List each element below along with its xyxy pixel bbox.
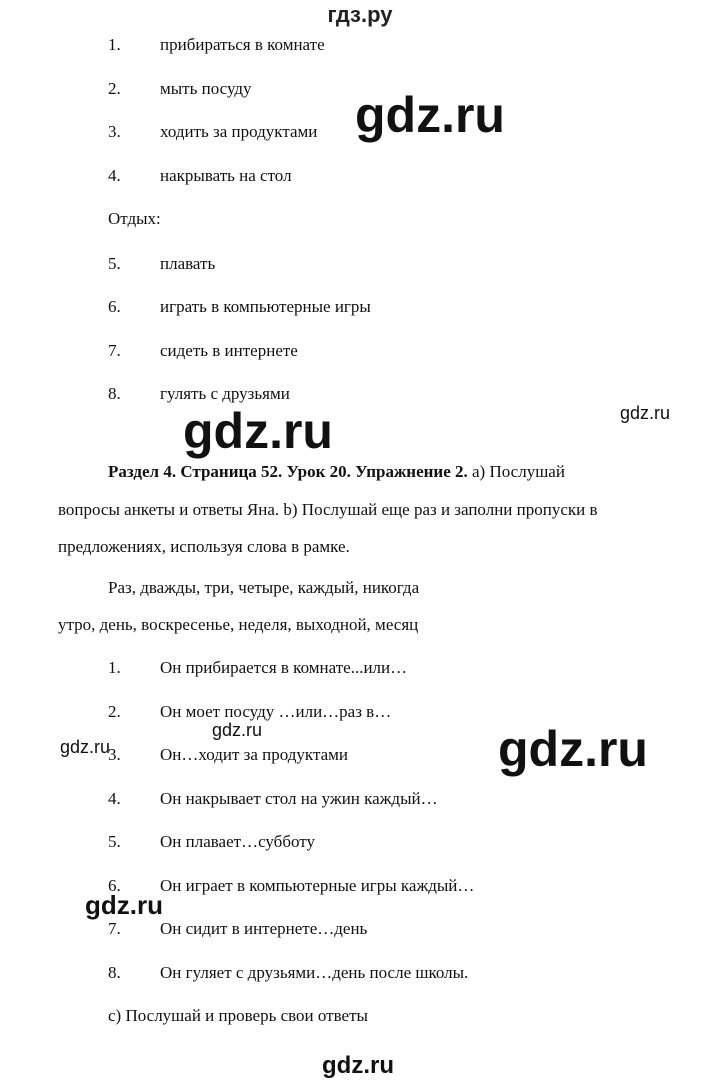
list-item-number: 8. — [108, 384, 121, 403]
sentence-number: 4. — [108, 789, 121, 808]
watermark: gdz.ru — [85, 890, 163, 920]
rest-heading: Отдых: — [108, 209, 161, 228]
exercise-line-1 — [108, 462, 565, 482]
sentence-text: Он сидит в интернете…день — [160, 919, 368, 938]
watermark: gdz.ru — [60, 737, 111, 757]
exercise-line-3: предложениях, используя слова в рамке. — [58, 537, 350, 556]
watermark: gdz.ru — [355, 87, 505, 143]
list-item-number: 6. — [108, 297, 121, 316]
watermark: gdz.ru — [183, 403, 333, 459]
list-item-number: 1. — [108, 35, 121, 54]
word-box-line-2: утро, день, воскресенье, неделя, выходной, месяц — [58, 615, 419, 634]
sentence-number: 3. — [108, 745, 121, 764]
list-item-text: играть в компьютерные игры — [160, 297, 371, 316]
sentence-number: 8. — [108, 963, 121, 982]
list-item-text: ходить за продуктами — [160, 122, 318, 141]
sentence-text: Он моет посуду …или…раз в… — [160, 702, 392, 721]
list-item-number: 3. — [108, 122, 121, 141]
sentence-text: Он…ходит за продуктами — [160, 745, 349, 764]
sentence-number: 1. — [108, 658, 121, 677]
list-item-text: гулять с друзьями — [160, 384, 290, 403]
list-item-text: сидеть в интернете — [160, 341, 298, 360]
sentence-text: Он гуляет с друзьями…день после школы. — [160, 963, 469, 982]
sentence-number: 6. — [108, 876, 121, 895]
list-item-number: 5. — [108, 254, 121, 273]
sentence-text: Он играет в компьютерные игры каждый… — [160, 876, 475, 895]
sentence-text: Он плавает…субботу — [160, 832, 315, 851]
watermark: gdz.ru — [212, 720, 263, 740]
list-item-text: плавать — [160, 254, 216, 273]
sentence-text: Он прибирается в комнате...или… — [160, 658, 408, 677]
sentence-number: 2. — [108, 702, 121, 721]
list-item-number: 4. — [108, 166, 121, 185]
list-item-number: 7. — [108, 341, 121, 360]
site-footer-title: gdz.ru — [322, 1052, 394, 1079]
list-item-text: накрывать на стол — [160, 166, 292, 185]
site-header-title: гдз.ру — [327, 2, 393, 27]
list-item-text: прибираться в комнате — [160, 35, 325, 54]
sentence-number: 5. — [108, 832, 121, 851]
task-c-text: c) Послушай и проверь свои ответы — [108, 1006, 368, 1025]
exercise-line-2: вопросы анкеты и ответы Яна. b) Послушай еще раз и заполни пропуски в — [58, 500, 598, 519]
exercise-title: Раздел 4. Страница 52. Урок 20. Упражнение 2. — [108, 462, 468, 481]
exercise-task-a: a) Послушай — [467, 462, 565, 481]
word-box-line-1: Раз, дважды, три, четыре, каждый, никогда — [108, 578, 420, 597]
list-item-text: мыть посуду — [160, 79, 252, 98]
sentence-text: Он накрывает стол на ужин каждый… — [160, 789, 438, 808]
sentence-number: 7. — [108, 919, 121, 938]
watermark: gdz.ru — [498, 721, 648, 777]
watermark: gdz.ru — [620, 403, 671, 423]
list-item-number: 2. — [108, 79, 121, 98]
